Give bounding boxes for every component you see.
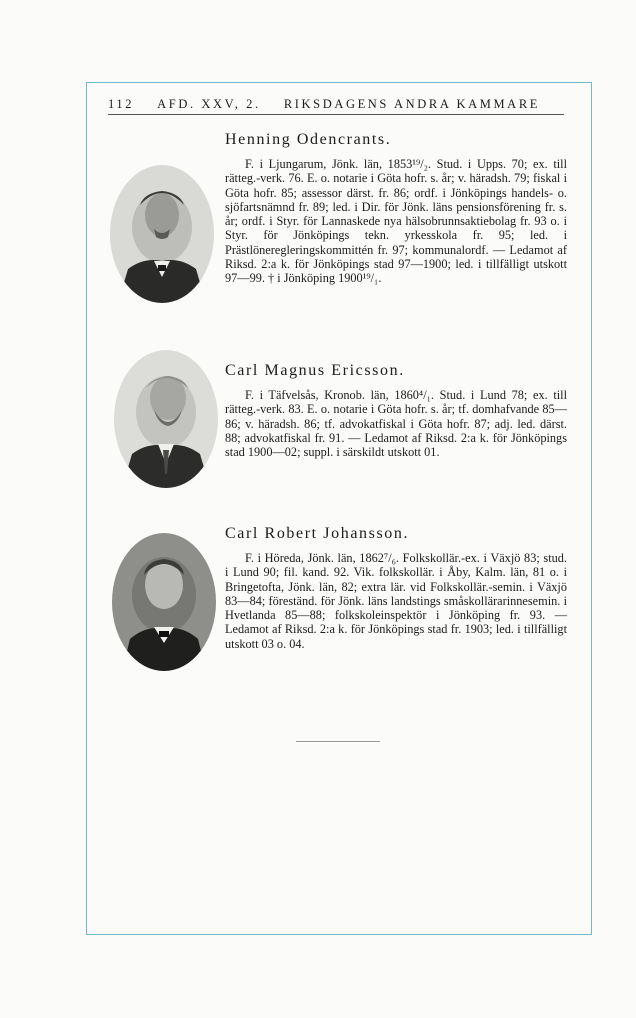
section-label: AFD. XXV, 2.: [157, 97, 261, 111]
biography: F. i Höreda, Jönk. län, 1862⁷/₆. Folkskollär.-ex. i Växjö 83; stud. i Lund 90; fil. kand. 92. Vik. folkskollär. i Åby, Kalm. län, 81 o. i Bringetofta, Jönk. län, 82; extra lär. vid Folkskollär.-semin. i Växjö 83—84; föreständ. för Jönk. läns landstings småskollärarinnesemin. i Hvetlanda 85—88; folkskoleinspektör i Jönköping fr. 93. — Ledamot af Riksd. 2:a k. för Jönköpings stad fr. 1903; led. i tillfälligt utskott 03 o. 04.: [225, 551, 567, 651]
person-name: Carl Magnus Ericsson.: [225, 362, 405, 379]
page-number: 112: [108, 97, 135, 111]
portrait-photo: [110, 165, 214, 303]
person-name: Henning Odencrants.: [225, 131, 392, 148]
portrait-photo: [114, 350, 218, 488]
biography: F. i Ljungarum, Jönk. län, 1853¹⁹/₂. Stud. i Upps. 70; ex. till rätteg.-verk. 76. E. o. notarie i Göta hofr. s. år; v. häradsh. 79; fiskal i Göta hofr. 85; assessor därst. fr. 86; ordf. i Jönköpings handels- o. sjöfartsnämnd fr. 89; led. i Dir. för Jönk. läns pensionsförening fr. s. år; ordf. i Styr. för Lannaskede nya hälsobrunnsaktiebolag fr. 93 o. i Styr. för Jönköpings tekn. yrkesskola fr. 95; led. i Prästlöneregleringskommittén fr. 97; kommunalordf. — Ledamot af Riksd. 2:a k. för Jönköpings stad 97—1900; led. i tillfälligt utskott 97—99. † i Jönköping 1900¹⁹/₁.: [225, 157, 567, 286]
portrait-photo: [112, 533, 216, 671]
running-header: [108, 97, 540, 112]
end-rule: [296, 741, 380, 742]
biography: F. i Täfvelsås, Kronob. län, 1860⁴/₁. Stud. i Lund 78; ex. till rätteg.-verk. 83. E. o. notarie i Göta hofr. s. år; tf. domhafvande 85—86; v. häradsh. 86; tf. advokatfiskal i Göta hofr. 87; adj. led. därst. 88; advokatfiskal fr. 91. — Ledamot af Riksd. 2:a k. för Jönköpings stad 1900—02; suppl. i särskildt utskott 01.: [225, 388, 567, 460]
person-name: Carl Robert Johansson.: [225, 525, 410, 542]
chamber-title: RIKSDAGENS ANDRA KAMMARE: [283, 97, 540, 111]
header-rule: [108, 114, 564, 115]
